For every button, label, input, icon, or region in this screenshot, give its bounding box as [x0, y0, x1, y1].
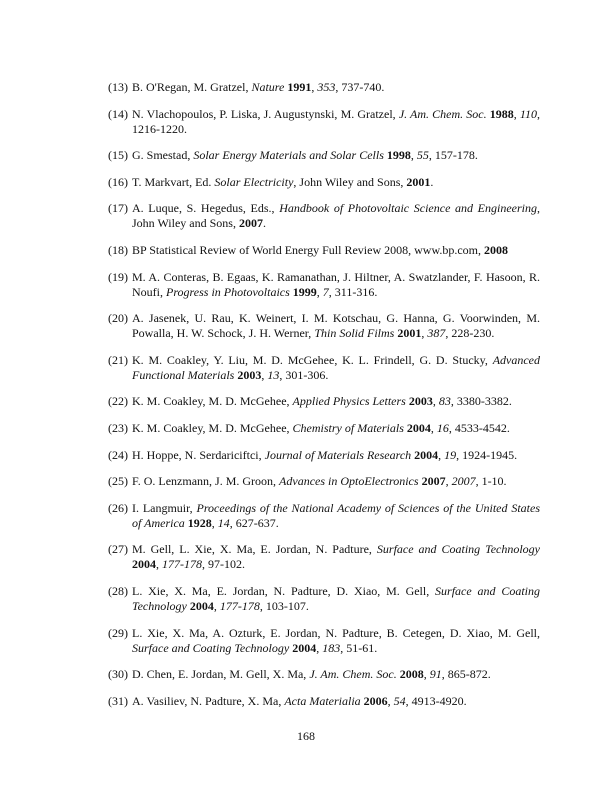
reference-year: 2008 — [484, 242, 509, 257]
reference-segment: K. M. Coakley, Y. Liu, M. D. McGehee, K. L. Frindell, G. D. Stucky, — [132, 352, 493, 367]
reference-segment: , John Wiley and Sons, — [293, 174, 407, 189]
reference-year: 2004 — [406, 420, 431, 435]
reference-segment: B. O'Regan, M. Gratzel, — [132, 80, 252, 94]
reference-segment: , 1924-1945. — [456, 447, 518, 462]
reference-title: 14 — [217, 515, 230, 530]
reference-segment: , — [513, 106, 520, 121]
reference-segment: M. A. Conteras, B. Egaas, K. Ramanathan, J. Hiltner, A. Swatzlander, F. Hasoon, R. Noufi, — [132, 269, 540, 299]
reference-text — [132, 311, 540, 341]
reference-year: 1928 — [187, 515, 212, 530]
reference-title: Advances in OptoElectronics — [279, 474, 419, 489]
reference-segment: A. Luque, S. Hegedus, Eds., — [132, 201, 280, 216]
reference-number: (13) — [108, 80, 128, 94]
reference-segment: T. Markvart, Ed. — [132, 174, 215, 189]
reference-year: 2004 — [414, 447, 439, 462]
reference-title: J. Am. Chem. Soc. — [309, 667, 397, 682]
reference-entry — [108, 474, 540, 489]
reference-entry — [108, 80, 540, 95]
reference-segment: , 228-230. — [445, 326, 495, 341]
reference-number: (21) — [108, 352, 128, 367]
reference-number: (23) — [108, 420, 128, 435]
reference-year: 2004 — [132, 557, 156, 572]
reference-number: (24) — [108, 447, 128, 462]
reference-text — [132, 474, 540, 489]
reference-segment: , 97-102. — [202, 557, 245, 572]
reference-title: Solar Electricity — [214, 174, 294, 189]
reference-text — [132, 175, 540, 190]
reference-segment: G. Smestad, — [132, 148, 194, 163]
reference-segment: , — [421, 326, 428, 341]
reference-text — [132, 542, 540, 572]
reference-text — [132, 448, 540, 463]
reference-title: 83 — [438, 394, 451, 409]
reference-year: 2001 — [397, 326, 422, 341]
reference-segment: F. O. Lenzmann, J. M. Groon, — [132, 474, 280, 489]
reference-number: (14) — [108, 106, 128, 121]
reference-number: (20) — [108, 311, 128, 326]
reference-text — [132, 694, 540, 709]
reference-entry — [108, 694, 540, 709]
reference-segment: , — [261, 367, 268, 382]
reference-segment: , — [432, 394, 439, 409]
reference-title: Advanced Functional Materials — [132, 352, 540, 382]
reference-segment: , 4913-4920. — [405, 693, 467, 708]
reference-segment: BP Statistical Review of World Energy Full Review 2008, www.bp.com, — [132, 242, 485, 257]
reference-number: (26) — [108, 500, 128, 515]
reference-segment: , — [438, 447, 445, 462]
reference-segment: L. Xie, X. Ma, A. Ozturk, E. Jordan, N. Padture, B. Cetegen, D. Xiao, M. Gell, — [132, 625, 540, 640]
reference-entry — [108, 175, 540, 190]
reference-number: (16) — [108, 174, 128, 189]
reference-text — [132, 394, 540, 409]
reference-segment: , 157-178. — [428, 148, 478, 163]
reference-title: 54 — [393, 693, 406, 708]
reference-year: 2004 — [189, 598, 214, 613]
reference-number: (29) — [108, 625, 128, 640]
reference-title: Surface and Coating Technology — [132, 583, 540, 613]
reference-text — [132, 270, 540, 300]
reference-title: Handbook of Photovoltaic Science and Engineering — [279, 201, 537, 216]
reference-segment: . — [262, 216, 266, 231]
reference-segment: , 1-10. — [475, 474, 507, 489]
reference-title: Surface and Coating Technology — [376, 542, 541, 557]
reference-segment: , 3380-3382. — [450, 394, 512, 409]
reference-year: 1991 — [287, 80, 312, 94]
reference-segment: , 737-740. — [335, 80, 385, 94]
reference-entry — [108, 584, 540, 614]
reference-entry — [108, 542, 540, 572]
reference-segment: , — [410, 148, 417, 163]
reference-number: (27) — [108, 542, 128, 557]
reference-segment: A. Jasenek, U. Rau, K. Weinert, I. M. Kotschau, G. Hanna, G. Voorwinden, M. Powalla, H. W. Schock, J. H. Werner, — [132, 311, 540, 341]
page-number: 168 — [297, 729, 315, 743]
reference-segment: , John Wiley and Sons, — [132, 201, 540, 231]
reference-segment: K. M. Coakley, M. D. McGehee, — [132, 394, 293, 409]
reference-year: 2008 — [399, 667, 424, 682]
reference-segment: , 1216-1220. — [132, 106, 541, 136]
reference-segment: , — [213, 598, 220, 613]
reference-text — [132, 107, 540, 137]
reference-text — [132, 148, 540, 163]
reference-segment: K. M. Coakley, M. D. McGehee, — [132, 420, 293, 435]
reference-entry — [108, 667, 540, 682]
reference-segment: L. Xie, X. Ma, E. Jordan, N. Padture, D. Xiao, M. Gell, — [132, 583, 436, 598]
reference-segment: , 865-872. — [441, 667, 491, 682]
reference-title: Solar Energy Materials and Solar Cells — [193, 148, 384, 163]
reference-text — [132, 667, 540, 682]
reference-entry — [108, 501, 540, 531]
reference-title: 387 — [427, 326, 446, 341]
reference-title: 16 — [436, 420, 449, 435]
reference-year: 2003 — [237, 367, 262, 382]
reference-segment: I. Langmuir, — [132, 500, 197, 515]
reference-number: (18) — [108, 242, 128, 257]
reference-title: 353 — [317, 80, 336, 94]
reference-segment: N. Vlachopoulos, P. Liska, J. Augustynski, M. Gratzel, — [132, 106, 399, 121]
reference-title: Nature — [251, 80, 285, 94]
reference-segment: , 4533-4542. — [448, 420, 510, 435]
reference-title: Progress in Photovoltaics — [166, 284, 290, 299]
reference-entry — [108, 394, 540, 409]
reference-segment: , 301-306. — [279, 367, 329, 382]
reference-text — [132, 353, 540, 383]
reference-segment: , 311-316. — [328, 284, 378, 299]
reference-entry — [108, 107, 540, 137]
reference-text — [132, 201, 540, 231]
reference-entry — [108, 270, 540, 300]
reference-year: 2003 — [408, 394, 433, 409]
reference-title: 2007 — [451, 474, 476, 489]
reference-text — [132, 501, 540, 531]
reference-segment: D. Chen, E. Jordan, M. Gell, X. Ma, — [132, 667, 310, 682]
reference-segment: , 51-61. — [340, 640, 378, 655]
reference-segment: , — [445, 474, 452, 489]
reference-year: 2001 — [406, 174, 431, 189]
reference-segment: , — [211, 515, 218, 530]
reference-segment: A. Vasiliev, N. Padture, X. Ma, — [132, 693, 285, 708]
reference-title: 55 — [416, 148, 429, 163]
reference-year: 2007 — [238, 216, 263, 231]
reference-list — [108, 80, 540, 720]
reference-number: (22) — [108, 394, 128, 409]
reference-segment: . — [430, 174, 434, 189]
reference-title: 183 — [322, 640, 341, 655]
reference-entry — [108, 448, 540, 463]
reference-title: 177-178 — [162, 557, 202, 572]
reference-title: Proceedings of the National Academy of Sciences of the United States of America — [132, 500, 540, 530]
reference-title: Thin Solid Films — [314, 326, 395, 341]
reference-title: J. Am. Chem. Soc. — [398, 106, 487, 121]
reference-year: 1998 — [386, 148, 411, 163]
reference-number: (17) — [108, 201, 128, 216]
reference-entry — [108, 421, 540, 436]
reference-number: (25) — [108, 474, 128, 489]
reference-year: 1999 — [292, 284, 317, 299]
reference-segment: , — [316, 284, 323, 299]
reference-segment: , — [423, 667, 430, 682]
reference-number: (15) — [108, 148, 128, 163]
reference-entry — [108, 626, 540, 656]
reference-segment: , — [311, 80, 318, 94]
reference-title: 19 — [444, 447, 457, 462]
reference-segment: , 103-107. — [259, 598, 309, 613]
reference-number: (31) — [108, 693, 128, 708]
reference-entry — [108, 201, 540, 231]
reference-text — [132, 421, 540, 436]
reference-entry — [108, 148, 540, 163]
reference-number: (19) — [108, 269, 128, 284]
reference-text — [132, 243, 540, 258]
reference-number: (30) — [108, 667, 128, 682]
reference-text — [132, 80, 540, 95]
reference-title: 177-178 — [219, 598, 260, 613]
reference-title: Chemistry of Materials — [292, 420, 404, 435]
reference-segment: H. Hoppe, N. Serdariciftci, — [132, 447, 265, 462]
reference-title: Acta Materialia — [284, 693, 361, 708]
reference-year: 2007 — [421, 474, 446, 489]
reference-title: 91 — [429, 667, 442, 682]
reference-segment: , 627-637. — [229, 515, 279, 530]
reference-title: Applied Physics Letters — [292, 394, 406, 409]
reference-title: 13 — [267, 367, 280, 382]
reference-year: 2006 — [363, 693, 388, 708]
reference-title: 7 — [322, 284, 329, 299]
reference-title: Journal of Materials Research — [264, 447, 412, 462]
reference-title: 110 — [519, 106, 538, 121]
reference-entry — [108, 353, 540, 383]
reference-number: (28) — [108, 583, 128, 598]
reference-entry — [108, 243, 540, 258]
reference-segment: , — [316, 640, 323, 655]
reference-entry — [108, 311, 540, 341]
reference-segment: , — [156, 557, 162, 572]
reference-year: 2004 — [292, 640, 317, 655]
reference-text — [132, 626, 540, 656]
reference-segment: M. Gell, L. Xie, X. Ma, E. Jordan, N. Padture, — [132, 542, 377, 557]
reference-segment: , — [387, 693, 394, 708]
reference-text — [132, 584, 540, 614]
reference-year: 1988 — [489, 106, 514, 121]
reference-title: Surface and Coating Technology — [132, 640, 290, 655]
reference-segment: , — [430, 420, 437, 435]
